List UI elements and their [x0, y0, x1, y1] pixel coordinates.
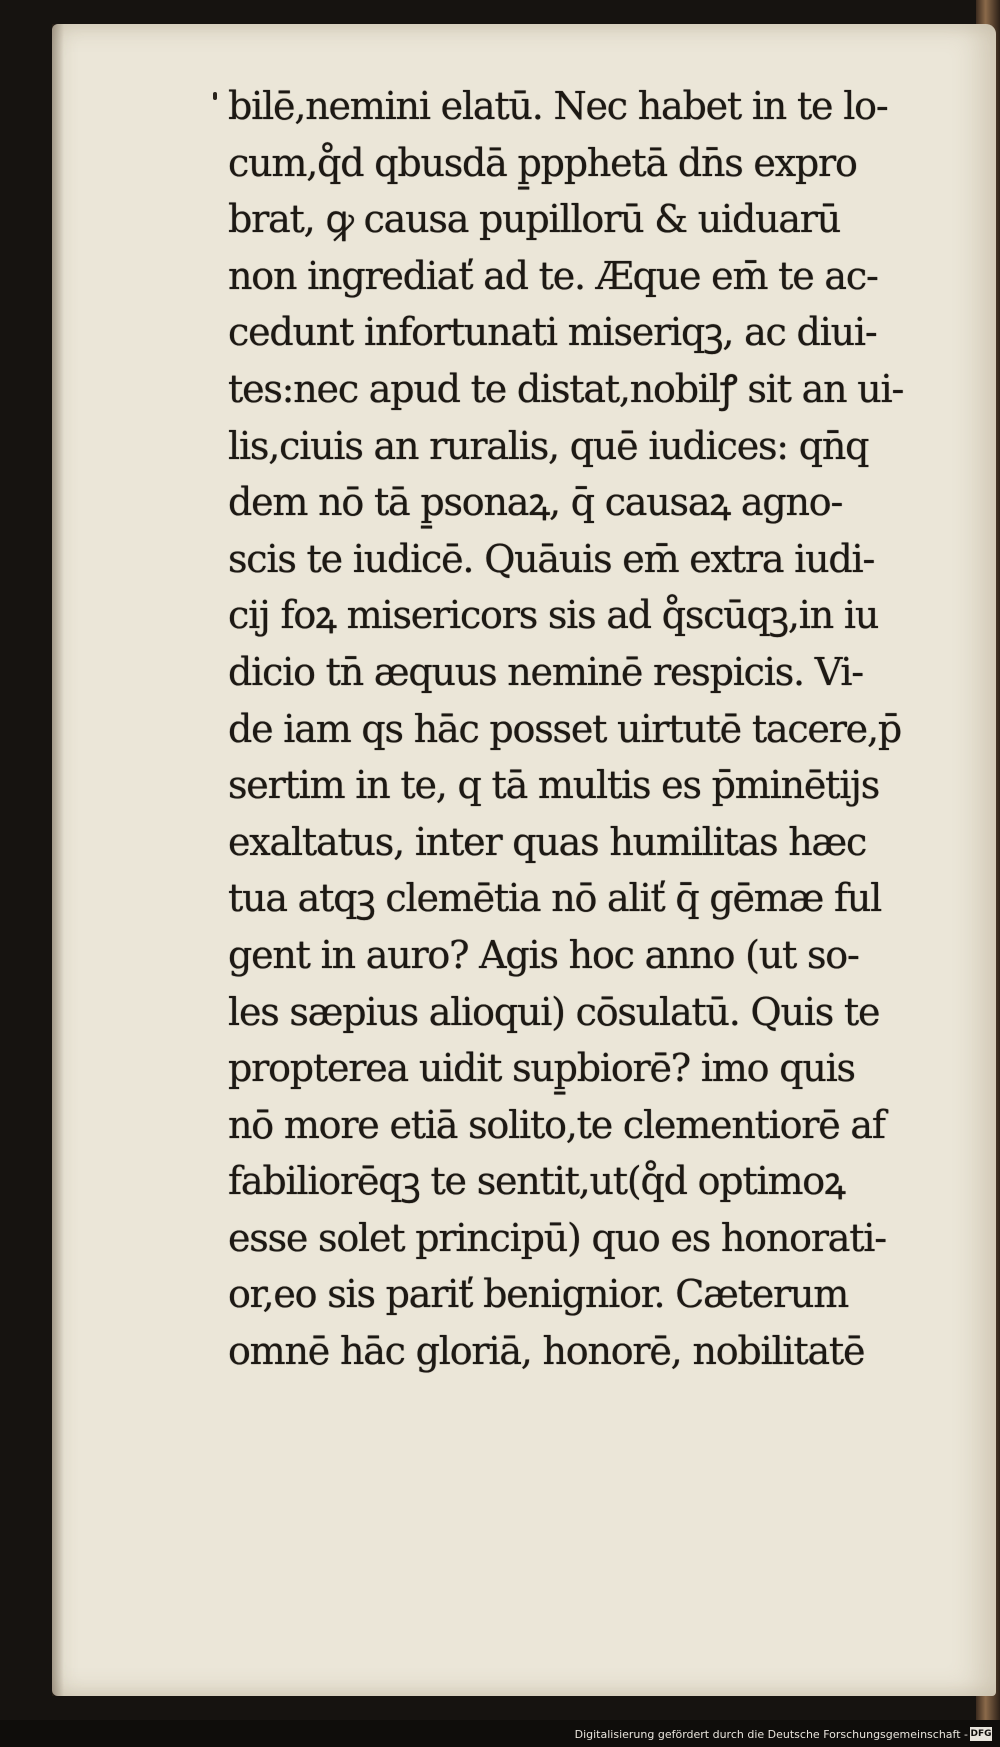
text-line: bilē,nemini elatū. Nec habet in te lo-	[228, 84, 888, 128]
text-line: or,eo sis pariť benignior. Cæterum	[228, 1272, 849, 1317]
text-line: gent in auro? Agis hoc anno (ut so-	[228, 932, 859, 977]
page-gutter-shadow	[52, 24, 64, 1696]
text-line: scis te iudicē. Quāuis em̄ extra iudi-	[228, 536, 875, 581]
text-line: dem nō tā p̱sonaꝝ, q̄ causaꝝ agno-	[228, 480, 843, 525]
text-line: les sæpius alioqui) cōsulatū. Quis te	[228, 989, 880, 1034]
text-line: exaltatus, inter quas humilitas hæc	[228, 819, 867, 864]
text-line: tua atqꝫ clemētia nō aliť q̄ gēmæ ful	[228, 876, 882, 921]
text-line: propterea uidit sup̱biorē? imo quis	[228, 1046, 855, 1091]
text-line: cij foꝝ misericors sis ad q̊scūqꝫ,in iu	[228, 593, 879, 638]
text-line: de iam qs hāc posset uirtutē tacere,p̄	[228, 706, 901, 751]
text-line: sertim in te, q tā multis es p̄minētijs	[228, 763, 880, 808]
text-line: cum,q̊d qbusdā p̱pphetā dn̄s expro	[228, 140, 857, 185]
text-line: fabiliorēqꝫ te sentit,ut(q̊d optimoꝝ	[228, 1159, 845, 1204]
text-line: non ingrediať ad te. Æque em̄ te ac-	[228, 253, 878, 298]
text-line: tes:nec apud te distat,nobilꝭ sit an ui-	[228, 366, 904, 411]
text-line: nō more etiā solito,te clementiorē af	[228, 1102, 885, 1147]
text-line: lis,ciuis an ruralis, quē iudices: qn̄q	[228, 423, 869, 468]
text-line: cedunt infortunati miseriqꝫ, ac diui-	[228, 310, 877, 355]
text-line: esse solet principū) quo es honorati-	[228, 1215, 886, 1260]
text-line: brat, ꝙ causa pupillorū & uiduarū	[228, 197, 841, 242]
text-line: omnē hāc gloriā, honorē, nobilitatē	[228, 1329, 865, 1374]
margin-ink-mark	[213, 92, 217, 100]
funding-credit: Digitalisierung gefördert durch die Deutsche Forschungsgemeinschaft -	[574, 1728, 968, 1741]
text-line: dicio tn̄ æquus neminē respicis. Vi-	[228, 649, 863, 694]
page-text-block	[228, 78, 948, 1380]
dfg-logo: DFG	[970, 1729, 992, 1739]
